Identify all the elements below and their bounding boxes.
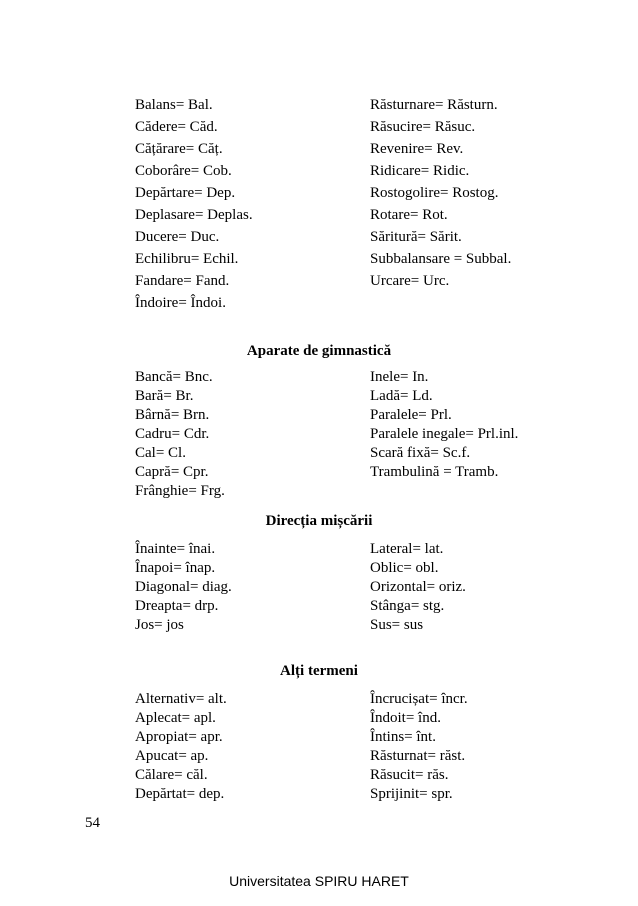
term-right: Oblic= obl. (370, 560, 439, 576)
term-right: Răsturnat= răst. (370, 748, 466, 764)
term-right: Rostogolire= Rostog. (370, 185, 499, 201)
section-title-apparatus: Aparate de gimnastică (246, 343, 392, 359)
term-right: Ladă= Ld. (370, 388, 433, 404)
list-item (0, 463, 638, 482)
term-left: Alternativ= alt. (135, 691, 227, 707)
term-right: Încrucișat= încr. (370, 691, 468, 707)
page-number: 54 (85, 815, 100, 831)
term-left: Bancă= Bnc. (135, 369, 213, 385)
term-right: Răsucit= răs. (370, 767, 449, 783)
list-item (0, 747, 638, 766)
list-item (0, 96, 638, 118)
term-right: Orizontal= oriz. (370, 579, 466, 595)
term-left: Cădere= Căd. (135, 119, 218, 135)
term-left: Balans= Bal. (135, 97, 213, 113)
term-right: Inele= In. (370, 369, 429, 385)
list-item (0, 616, 638, 635)
page-footer: Universitatea SPIRU HARET (229, 873, 409, 889)
abbreviation-list-direction (0, 540, 638, 635)
term-right: Revenire= Rev. (370, 141, 464, 157)
term-right: Subbalansare = Subbal. (370, 251, 512, 267)
term-left: Cățărare= Căț. (135, 141, 223, 157)
list-item (0, 250, 638, 272)
list-item (0, 140, 638, 162)
term-left: Dreapta= drp. (135, 598, 219, 614)
list-item (0, 184, 638, 206)
list-item (0, 482, 638, 501)
term-left: Călare= căl. (135, 767, 208, 783)
list-item (0, 690, 638, 709)
term-left: Depărtat= dep. (135, 786, 225, 802)
term-right: Scară fixă= Sc.f. (370, 445, 471, 461)
term-left: Apucat= ap. (135, 748, 209, 764)
term-left: Bară= Br. (135, 388, 194, 404)
list-item (0, 728, 638, 747)
term-left: Echilibru= Echil. (135, 251, 239, 267)
list-item (0, 228, 638, 250)
list-item (0, 709, 638, 728)
list-item (0, 540, 638, 559)
list-item (0, 294, 638, 316)
term-left: Deplasare= Deplas. (135, 207, 253, 223)
list-item (0, 162, 638, 184)
term-right: Paralele inegale= Prl.inl. (370, 426, 519, 442)
term-left: Coborâre= Cob. (135, 163, 232, 179)
term-right: Răsturnare= Răsturn. (370, 97, 498, 113)
list-item (0, 559, 638, 578)
abbreviation-list-apparatus (0, 368, 638, 501)
term-left: Apropiat= apr. (135, 729, 223, 745)
term-left: Frânghie= Frg. (135, 483, 225, 499)
term-right: Răsucire= Răsuc. (370, 119, 476, 135)
list-item (0, 597, 638, 616)
list-item (0, 425, 638, 444)
term-left: Cadru= Cdr. (135, 426, 210, 442)
term-right: Îndoit= înd. (370, 710, 441, 726)
term-left: Jos= jos (135, 617, 184, 633)
list-item (0, 118, 638, 140)
list-item (0, 206, 638, 228)
term-left: Înapoi= înap. (135, 560, 216, 576)
list-item (0, 406, 638, 425)
term-left: Depărtare= Dep. (135, 185, 236, 201)
term-left: Înainte= înai. (135, 541, 216, 557)
list-item (0, 766, 638, 785)
list-item (0, 444, 638, 463)
list-item (0, 785, 638, 804)
term-left: Fandare= Fand. (135, 273, 230, 289)
term-left: Diagonal= diag. (135, 579, 232, 595)
section-title-direction: Direcția mișcării (265, 513, 373, 529)
term-right: Sprijinit= spr. (370, 786, 453, 802)
term-right: Lateral= lat. (370, 541, 444, 557)
abbreviation-list-other-terms (0, 690, 638, 804)
section-title-other-terms: Alți termeni (280, 663, 358, 679)
term-right: Rotare= Rot. (370, 207, 448, 223)
term-right: Paralele= Prl. (370, 407, 452, 423)
abbreviation-list-movements (0, 96, 638, 316)
term-right: Săritură= Sărit. (370, 229, 462, 245)
list-item (0, 387, 638, 406)
term-left: Cal= Cl. (135, 445, 186, 461)
term-right: Stânga= stg. (370, 598, 445, 614)
term-left: Aplecat= apl. (135, 710, 216, 726)
list-item (0, 368, 638, 387)
term-left: Bârnă= Brn. (135, 407, 210, 423)
term-right: Sus= sus (370, 617, 424, 633)
term-right: Ridicare= Ridic. (370, 163, 470, 179)
term-right: Întins= înt. (370, 729, 436, 745)
term-left: Îndoire= Îndoi. (135, 295, 226, 311)
term-left: Capră= Cpr. (135, 464, 209, 480)
term-left: Ducere= Duc. (135, 229, 220, 245)
term-right: Trambulină = Tramb. (370, 464, 499, 480)
term-right: Urcare= Urc. (370, 273, 450, 289)
list-item (0, 578, 638, 597)
list-item (0, 272, 638, 294)
